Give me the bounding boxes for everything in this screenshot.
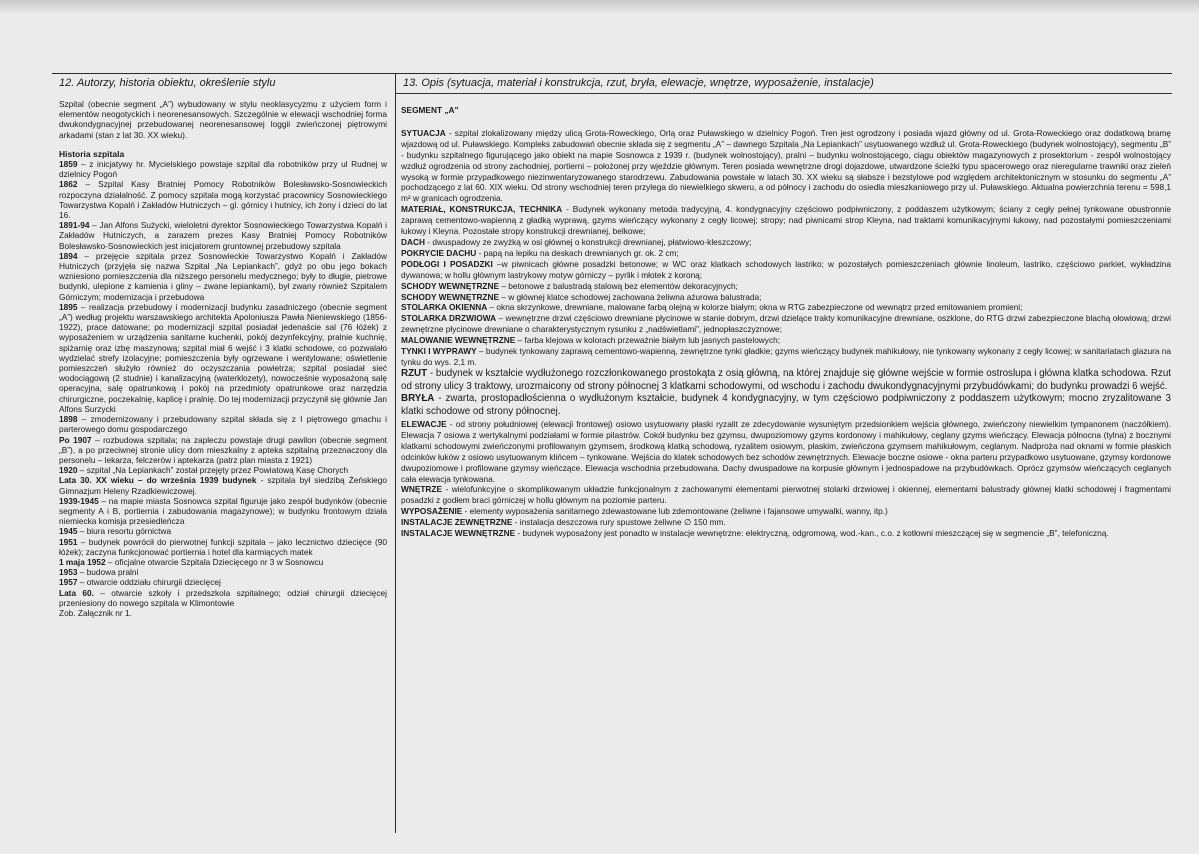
history-entry-date: 1951 — [59, 536, 78, 547]
history-entry-text: – Jan Alfons Sużycki, wieloletni dyrektor Sosnowieckiego Towarzystwa Kopalń i Zakładów Hutniczych, a zarazem prezes Kasy Bratniej Pomocy Robotników Bolesławsko-Sosnowieckich jest inicjatorem gruntownej przebudowy szpitala — [59, 220, 387, 251]
history-entry — [59, 475, 387, 495]
description-sections — [401, 128, 1171, 539]
history-entry-text: – rozbudowa szpitala; na zapleczu powstaje drugi pawilon (obecnie segment „B”), a po przeciwnej stronie ulicy dom mieszkalny z apteka szpitalną przeznaczony dla personelu – lekarza, felczerów i aptekarza (patrz plan miasta z 1921) — [59, 434, 387, 465]
section-text: – wewnętrzne drzwi częściowo drewniane płycinowe w stanie dobrym, drzwi dzielące trakty komunikacyjne drewniane, oszklone, do RTG drzwi zabezpieczone blachą ołowiową; drzwi zewnętrzne płycinowe drewniane o charakterystycznym rysunku z „nadświetlami”, jednopłaszczyznowe; — [401, 313, 1171, 335]
section-label: STOLARKA DRZWIOWA — [401, 313, 497, 324]
right-column-heading: 13. Opis (sytuacja, materiał i konstrukcja, rzut, bryła, elewacje, wnętrze, wyposażenie, instalacje) — [403, 77, 874, 89]
history-entry — [59, 588, 387, 608]
history-entry — [59, 557, 387, 567]
section-label: SCHODY WEWNĘTRZNE — [401, 291, 500, 302]
section-label: STOLARKA OKIENNA — [401, 302, 488, 313]
history-entry-text: - szpitala był siedzibą Żeńskiego Gimnazjum Heleny Rzadkiewiczowej. — [59, 475, 388, 496]
description-section — [401, 368, 1171, 394]
section-label: TYNKI I WYPRAWY — [401, 346, 477, 357]
column-divider — [395, 73, 396, 833]
section-label: INSTALACJE WEWNĘTRZNE — [401, 528, 516, 539]
description-section — [401, 259, 1171, 281]
section-text: – w głównej klatce schodowej zachowana żeliwna ażurowa balustrada; — [499, 291, 762, 302]
section-text: - od strony południowej (elewacji frontowej) osiowo usytuowany płaski ryzalit ze zdecydowanie wysuniętym przedsionkiem wejścia głównego, zwieńczony niewielkim tympanonem (naczółkiem). Elewacja 7 osiowa z wertykalnymi podziałami w formie pilastrów. Cokół budynku bez gzymsu, dwupoziomowy gzyms kordonowy i mahikułowy, ceglany gzyms wieńczący. Elewacja północna (tylna) z bocznymi klatkami schodowymi zwieńczonymi profilowanym gzymsem, środkową klatką schodową, ryzalitem osiowym, płaskim, zwieńczona gzymsem mahikułowym, ceglanym. Nadproża nad oknami w formie płaskich odcinków łuków z osiowo usytuowanym klińcem – tynkowane. Wejścia do klatek schodowych bez schodów zewnętrznych. Elewacje boczne osiowe - okna parteru przypadkowo usytuowane, gzymsy kordonowe dwupoziomowe i profilowane gzymsy wieńczące. Elewacja wschodnia przebudowana. Dachy dwuspadowe na korpusie głównym i jednospadowe na przybudówkach. Oprócz gzymsów wieńczących ceglanych cała elewacja tynkowana. — [401, 419, 1171, 484]
history-entry — [59, 465, 387, 475]
history-entry-date: 1891-94 — [59, 220, 90, 231]
section-label: WYPOSAŻENIE — [401, 506, 463, 517]
scan-top-edge — [0, 0, 1199, 14]
description-section — [401, 204, 1171, 237]
history-entry-date: Lata 60. — [59, 587, 94, 598]
description-section — [401, 128, 1171, 204]
description-section — [401, 313, 1171, 335]
history-entry — [59, 435, 387, 466]
history-entry-text: – oficjalne otwarcie Szpitala Dziecięcego nr 3 w Sosnowcu — [105, 556, 324, 567]
section-text: - instalacja deszczowa rury spustowe żeliwne ∅ 150 mm. — [512, 517, 726, 528]
section-label: SYTUACJA — [401, 127, 446, 138]
section-label: MATERIAŁ, KONSTRUKCJA, TECHNIKA — [401, 204, 563, 215]
history-entry — [59, 302, 387, 414]
history-entry — [59, 179, 387, 220]
history-entry — [59, 220, 387, 251]
history-entry-text: – na mapie miasta Sosnowca szpital figuruje jako zespół budynków (obecnie segmenty A i B, portiernia i zabudowania magazynowe); w budynku frontowym działa niemiecka komisja przesiedleńcza — [59, 495, 387, 527]
description-section — [401, 419, 1171, 484]
section-label: MALOWANIE WEWNĘTRZNE — [401, 335, 516, 346]
description-section — [401, 281, 1171, 292]
history-entry — [59, 577, 387, 587]
section-text: - Budynek wykonany metoda tradycyjną, 4. kondygnacyjny częściowo podpiwniczony, z poddaszem użytkowym; ściany z cegły pełnej tynkowane obustronnie zaprawą cementowo-wapienną z gładką wyprawą, gzyms wieńczący wykonany z cegły licowej; stropy; nad piwnicami strop Kleyna, nad traktami komunikacyjnymi łukowy, nad pozostałymi pomieszczeniami łukowy i Kleyna. Pozostałe stropy konstrukcji drewnianej, belkowe; — [401, 204, 1171, 237]
history-entry-date: 1920 — [59, 465, 78, 476]
description-section — [401, 302, 1171, 313]
history-entry-text: – realizacja przebudowy i modernizacji budynku zasadniczego (obecnie segment „A”) według projektu warszawskiego architekta Apoloniusza Pawła Nieniewskiego (1856-1922), prace datowane; po modernizacji szpital posiadał jedenaście sal (76 łóżek) z wyposażeniem w urządzenia sanitarne kuchenki, pokój dezynfekcyjny, pralnie kuchnię, spiżarnię oraz izbę maszynową; szpital miał 6 wejść i 3 klatki schodowe, co pozwalało wydzielać strefy izolacyjne; pomieszczenia były ogrzewane i wentylowane; oświetlenie pomieszczeń służyło również do oczyszczania powietrza; szpital posiadał sieć wodociągową (2 studnie) i kanalizacyjną (waterklozety), nowocześnie wyposażoną salę operacyjna, salę opatrunkową i pokój na przedmioty opatrunkowe oraz narzędzia chirurgiczne, poczekalnię, kaplicę i pralnię. Do tej modernizacji przyczynił się głównie Jan Alfons Surzycki — [59, 301, 387, 414]
history-entry-text: – otwarcie szkoły i przedszkola szpitalnego; odział chirurgii dziecięcej przeniesiony do nowego szpitala w Klimontowie — [59, 587, 388, 608]
document-sheet — [52, 73, 1172, 833]
history-entry — [59, 537, 387, 557]
history-entry-date: 1 maja 1952 — [59, 556, 106, 567]
description-section — [401, 335, 1171, 346]
history-list — [59, 159, 387, 608]
attachment-reference: Zob. Załącznik nr 1. — [59, 607, 132, 618]
history-entry-text: – szpital „Na Lepiankach” został przejęty przez Powiatową Kasę Chorych — [77, 465, 349, 476]
description-section — [401, 292, 1171, 303]
history-entry-text: – przejęcie szpitala przez Sosnowieckie Towarzystwo Kopalń i Zakładów Hutniczych (przyjęła się nazwa Szpital „Na Lepiankach”, gdyż po obu jego bokach wzniesiono pomieszczenia dla niższego personelu medycznego; były to długie, pietrowe budynki, ulepione z kamienia i gliny – zwane lepiankami), był zwany również Szpitalem Górniczym; modernizacja i przebudowa — [59, 250, 387, 302]
description-section — [401, 346, 1171, 368]
history-entry-text: – Szpital Kasy Bratniej Pomocy Robotników Bolesławsko-Sosnowieckich rozpoczyna działalność. Z pomocy szpitala mogą korzystać pracownicy Sosnowieckiego Towarzystwa Kopalń i Zakładów Hutniczych – gl. górnicy i hutnicy, ich żony i dzieci do lat 16. — [59, 179, 387, 221]
right-column — [401, 99, 1171, 539]
section-label: POKRYCIE DACHU — [401, 247, 477, 258]
section-label: SCHODY WEWNĘTRZNE — [401, 280, 500, 291]
section-label: INSTALACJE ZEWNĘTRZNE — [401, 517, 513, 528]
section-label: RZUT — [401, 367, 428, 379]
history-entry-date: 1957 — [59, 577, 78, 588]
history-entry-text: – budowa pralni — [77, 567, 139, 578]
history-entry-date: 1895 — [59, 301, 78, 312]
description-section — [401, 528, 1171, 539]
section-text: – betonowe z balustradą stalową bez elementów dekoracyjnych; — [499, 280, 738, 291]
history-entry-date: 1894 — [59, 250, 78, 261]
section-label: WNĘTRZE — [401, 484, 443, 495]
section-text: - elementy wyposażenia sanitarnego zdewastowane lub zdemontowane (żeliwne i fajansowe umywalki, wanny, itp.) — [462, 506, 888, 517]
section-label: ELEWACJE — [401, 419, 447, 430]
left-column — [59, 99, 387, 618]
section-label: BRYŁA — [401, 393, 435, 405]
history-entry-date: 1862 — [59, 179, 78, 190]
history-entry — [59, 159, 387, 179]
section-text: - budynek w kształcie wydłużonego rozczłonkowanego prostokąta z osią główną, na której znajduje się główne wejście w formie ostroslupa i główna klatka schodowa. Rzut od strony ulicy 3 traktowy, urozmaicony od strony północnej 3 klatkami schodowymi, od wschodu i zachodu dwukondygnacyjnymi przybudówkami; do budynku prowadzi 6 wejść. — [401, 367, 1171, 392]
history-entry-text: – zmodernizowany i przebudowany szpital składa się z I piętrowego gmachu i parterowego domu gospodarczego — [59, 414, 387, 435]
section-text: - zwarta, prostopadłościenna o wydłużonym kształcie, budynek 4 kondygnacyjny, w tym częściowo podpiwniczony z poddaszem użytkowym; mocno zryzalitowane 3 klatki schodowe od strony północnej. — [401, 393, 1171, 418]
description-section — [401, 484, 1171, 506]
section-text: - papą na lepiku na deskach drewnianych gr. ok. 2 cm; — [476, 247, 679, 258]
section-text: – budynek tynkowany zaprawą cementowo-wapienną, zewnętrzne tynki gładkie; gzyms wieńczący budynek mahikułowy, nie tynkowany wykonany z cegły licowej; w sanitariatach glazura na tynku do wys. 2,1 m. — [401, 346, 1171, 367]
section-text: – okna skrzynkowe, drewniane, malowane farbą olejną w kolorze białym; okna w RTG zabezpieczone od wewnątrz przed emitowaniem promieni; — [487, 302, 1023, 313]
history-entry — [59, 414, 387, 434]
history-entry-text: – budynek powrócił do pierwotnej funkcji szpitala – jako lecznictwo dziecięce (90 łóżek); zaczyna funkcjonować portiernia i hotel dla karmiących matek — [59, 536, 387, 557]
description-section — [401, 506, 1171, 517]
section-text: - dwuspadowy ze zwyżką w osi głównej o konstrukcji drewnianej, płatwiowo-kleszczowy; — [424, 236, 752, 247]
history-entry-date: 1898 — [59, 414, 78, 425]
section-label: PODŁOGI I POSADZKI — [401, 258, 493, 269]
description-section — [401, 517, 1171, 528]
right-header-rule — [395, 93, 1172, 94]
history-entry — [59, 251, 387, 302]
history-entry-text: – z inicjatywy hr. Mycielskiego powstaje szpital dla robotników przy ul Rudnej w dzielnicy Pogoń — [59, 159, 387, 180]
section-label: DACH — [401, 236, 425, 247]
style-description: Szpital (obecnie segment „A”) wybudowany w stylu neoklasycyzmu z użyciem form i elementów neogotyckich i neorenesansowych. Szczególnie w elewacji wschodniej forma dwukondygnacyjnej przebudowanej neorenesansowej loggii zwieńczonej piętrowymi arkadami (stan z lat 30. XX wieku). — [59, 99, 387, 140]
history-entry — [59, 526, 387, 536]
section-text: - wielofunkcyjne o skomplikowanym układzie funkcjonalnym z zachowanymi elementami pierwotnej stolarki drzwiowej i okiennej, elementami balustrady głównej klatki schodowej i fragmentami posadzki z godłem braci górniczej w hollu głównym na poziomie parteru. — [401, 484, 1171, 506]
history-entry-text: – biura resortu górnictwa — [77, 526, 172, 537]
section-text: - budynek wyposażony jest ponadto w instalacje wewnętrzne: elektryczną, odgromową, wod.-kan., c.o. z kotłowni mieszczącej się w segmencie „B”, telefoniczną. — [515, 528, 1109, 539]
history-entry-date: Po 1907 — [59, 434, 92, 445]
description-section — [401, 237, 1171, 248]
segment-title: SEGMENT „A” — [401, 105, 459, 115]
left-column-heading: 12. Autorzy, historia obiektu, określenie stylu — [59, 77, 276, 89]
history-entry-date: 1953 — [59, 567, 78, 578]
history-entry-date: 1939-1945 — [59, 495, 99, 506]
history-entry — [59, 567, 387, 577]
section-text: - szpital zlokalizowany między ulicą Grota-Roweckiego, Orlą oraz Puławskiego w dzielnicy Pogoń. Tren jest ogrodzony i posiada wjazd główny od ul. Grota-Roweckiego oraz dodatkową bramę wjazdową od ul. Puławskiego. Kompleks zabudowań obecnie składa się z segmentu „A” – dawnego Szpitala „Na Lepiankach” usytuowanego wzdłuż ul. Grota-Roweckiego (budynek wolnostojący), segmentu „B” - budynku szpitalnego figurującego jako obiekt na mapie Sosnowca z 1939 r. (budynek wolnostojący), pralni – budynku wolnostojącego, ciągu obiektów magazynowych z prosektorium - zespół wolnostojący wzdłuż ogrodzenia od strony zachodniej, portierni – położonej przy wjeździe głównym. Teren posiada wewnętrzne drogi dojazdowe, utwardzone ścieżki typu spacerowego oraz nieregularne trawniki oraz zieleń wysoką w formie przypadkowego niezinwentaryzowanego starodrzewu. Zabudowania powstałe w latach 30. XX wieku są słabsze i bezstylowe pod względem architektonicznym w stosunku do segmentu „A” pochodzącego z lat 60. XIX wieku. Od strony wschodniej teren przylega do niewielkiego skweru, a od północy i zachodu do osiedla mieszkaniowego przy ul. Puławskiego. Aktualna powierzchnia terenu = 598,1 m² w granicach ogrodzenia. — [401, 127, 1171, 204]
description-section — [401, 393, 1171, 419]
history-entry-date: 1859 — [59, 159, 78, 170]
section-text: –w piwnicach główne posadzki betonowe; w WC oraz klatkach schodowych lastriko; w pozostałych pomieszczeniach głównie linoleum, lastriko, częściowo parkiet, wykładzina dywanowa; w hollu głównym lastrykowy motyw górniczy – pyrlik i młotek z koroną; — [401, 258, 1171, 280]
history-title: Historia szpitala — [59, 148, 125, 159]
description-section — [401, 248, 1171, 259]
top-rule — [52, 73, 1172, 74]
history-entry — [59, 496, 387, 527]
history-entry-text: – otwarcie oddziału chirurgii dziecięcej — [77, 577, 221, 588]
section-text: – farba klejowa w kolorach przeważnie białym lub jasnych pastelowych; — [515, 335, 781, 346]
history-entry-date: Lata 30. XX wieku – do września 1939 budynek — [59, 475, 257, 486]
history-entry-date: 1945 — [59, 526, 78, 537]
